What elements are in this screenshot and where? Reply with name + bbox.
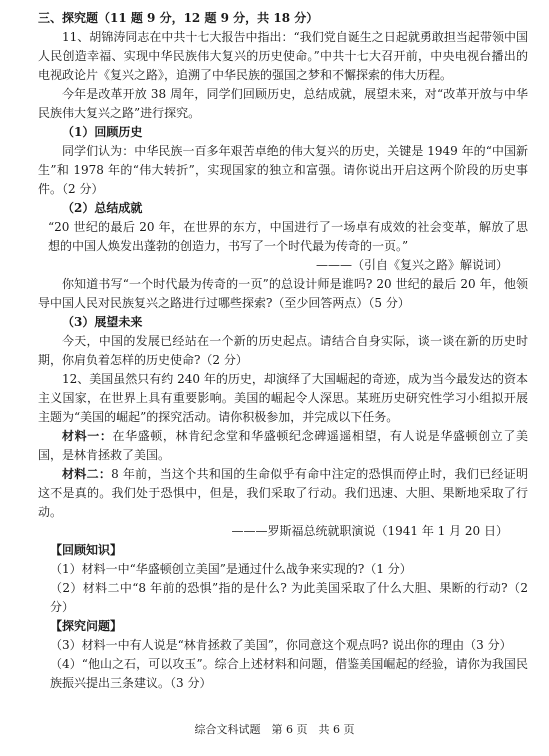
q11-part1-title: （1）回顾历史 — [62, 125, 143, 139]
material-1-text: 在华盛顿，林肯纪念堂和华盛顿纪念碑遥遥相望，有人说是华盛顿创立了美国，是林肯拯救了美国。 — [38, 429, 528, 462]
q11-part3-text: 今天，中国的发展已经站在一个新的历史起点。请结合自身实际，谈一谈在新的历史时期，你肩负着怎样的历史使命?（2 分） — [38, 334, 528, 367]
material-2-text: 8 年前，当这个共和国的生命似乎有命中注定的恐惧而停止时，我们已经证明这不是真的。我们处于恐惧中，但是，我们采取了行动。我们迅速、大胆、果断地采取了行动。 — [38, 467, 528, 519]
section-title: 三、探究题（11 题 9 分，12 题 9 分，共 18 分） — [38, 11, 319, 25]
q11-intro: 11、胡锦涛同志在中共十七大报告中指出：“我们党自诞生之日起就勇敢担当起带领中国人民创造幸福、实现中华民族伟大复兴的历史使命。”中共十七大召开前，中央电视台播出的电视政论片《复兴之路》，追溯了中华民族的强国之梦和不懈探索的伟大历程。 — [38, 30, 528, 82]
material-2 — [38, 465, 528, 522]
explore-question-title: 【探究问题】 — [50, 619, 123, 633]
material-2-label: 材料二： — [62, 467, 112, 481]
question-1: （1）材料一中“华盛顿创立美国”是通过什么战争来实现的?（1 分） — [50, 562, 412, 576]
material-1-label: 材料一： — [62, 429, 113, 443]
q11-part1-text: 同学们认为：中华民族一百多年艰苦卓绝的伟大复兴的历史，关键是 1949 年的“中国新生”和 1978 年的“伟大转折”，实现国家的独立和富强。请你说出开启这两个阶段的历史事件。（2 分） — [38, 144, 528, 196]
q11-lead: 今年是改革开放 38 周年，同学们回顾历史，总结成就，展望未来，对“改革开放与中华民族伟大复兴之路”进行探究。 — [38, 87, 528, 120]
q11-part2-title: （2）总结成就 — [62, 201, 143, 215]
q11-part2-text: 你知道书写“一个时代最为传奇的一页”的总设计师是谁吗? 20 世纪的最后 20 年，他领导中国人民对民族复兴之路进行过哪些探索?（至少回答两点）（5 分） — [38, 277, 528, 310]
q11-part2-quote: “20 世纪的最后 20 年，在世界的东方，中国进行了一场卓有成效的社会变革，解放了思想的中国人焕发出蓬勃的创造力，书写了一个时代最为传奇的一页。” — [48, 220, 528, 253]
question-2: （2）材料二中“8 年前的恐惧”指的是什么? 为此美国采取了什么大胆、果断的行动?（2 分） — [50, 581, 528, 614]
q11-part2-source: ———（引自《复兴之路》解说词） — [315, 258, 508, 272]
material-2-source: ———罗斯福总统就职演说（1941 年 1 月 20 日） — [231, 524, 508, 538]
question-4: （4）“他山之石，可以攻玉”。综合上述材料和问题，借鉴美国崛起的经验，请你为我国民族振兴提出三条建议。（3 分） — [50, 657, 528, 690]
page-footer: 综合文科试题 第 6 页 共 6 页 — [194, 723, 355, 736]
review-knowledge-title: 【回顾知识】 — [50, 543, 123, 557]
page-content — [38, 8, 528, 693]
q11-part3-title: （3）展望未来 — [62, 315, 143, 329]
q12-intro: 12、美国虽然只有约 240 年的历史，却演绎了大国崛起的奇迹，成为当今最发达的资本主义国家，在世界上具有重要影响。美国的崛起令人深思。某班历史研究性学习小组拟开展主题为“美国的崛起”的探究活动。请你积极参加，并完成以下任务。 — [38, 372, 528, 424]
material-1 — [38, 427, 528, 465]
question-3: （3）材料一中有人说是“林肯拯救了美国”，你同意这个观点吗? 说出你的理由（3 分） — [50, 638, 512, 652]
